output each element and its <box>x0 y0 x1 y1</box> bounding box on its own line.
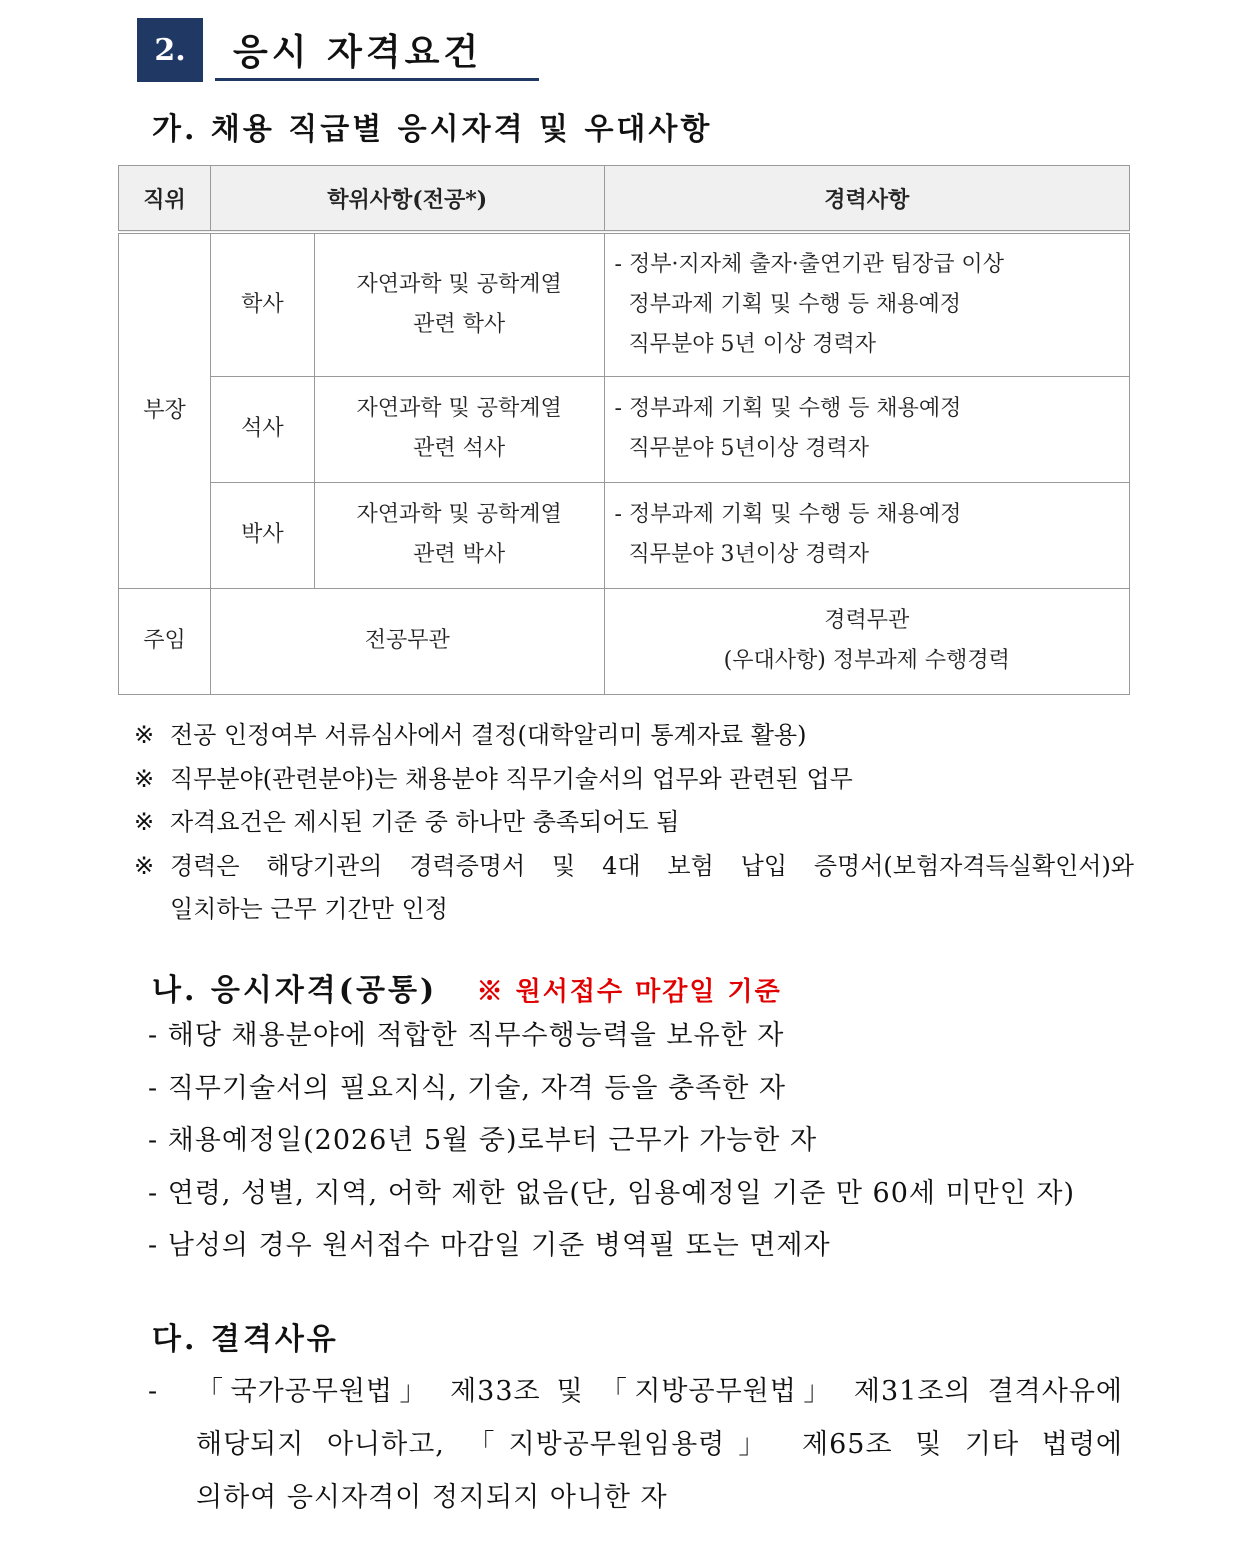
table-row <box>119 482 1130 588</box>
disqualification-item <box>148 1365 1123 1524</box>
disqualification-line: 해당되지 아니하고, 「지방공무원임용령」 제65조 및 기타 법령에 <box>196 1429 1123 1460</box>
qualification-table <box>118 165 1130 695</box>
list-item: - 직무기술서의 필요지식, 기술, 자격 등을 충족한 자 <box>148 1072 787 1104</box>
list-item: - 남성의 경우 원서접수 마감일 기준 병역필 또는 면제자 <box>148 1230 831 1261</box>
experience-line: 정부과제 기획 및 수행 등 채용예정 <box>628 291 962 317</box>
experience-cell <box>604 482 1129 588</box>
table-notes <box>134 714 1134 932</box>
experience-line: - 정부과제 기획 및 수행 등 채용예정 <box>614 502 962 527</box>
position-bujang: 부장 <box>119 232 211 588</box>
major-line: 자연과학 및 공학계열 <box>356 502 562 527</box>
header-degree: 학위사항(전공*) <box>210 166 604 233</box>
subsection-c-title: 다. 결격사유 <box>152 1322 339 1357</box>
major-cell <box>314 482 604 588</box>
note-text: 전공 인정여부 서류심사에서 결정(대학알리미 통계자료 활용) <box>170 721 807 749</box>
table-row <box>119 376 1130 482</box>
note-mark: ※ <box>134 851 155 880</box>
note-text: 경력은 해당기관의 경력증명서 및 4대 보험 납입 증명서(보험자격득실확인서)와 <box>170 851 1134 880</box>
note-mark: ※ <box>134 764 155 793</box>
major-line: 관련 석사 <box>413 436 506 461</box>
list-mark: - <box>148 1376 159 1407</box>
list-item: - 해당 채용분야에 적합한 직무수행능력을 보유한 자 <box>148 1020 785 1051</box>
section-header <box>137 18 539 82</box>
experience-line: 직무분야 5년 이상 경력자 <box>628 331 877 357</box>
common-qualification-list <box>148 1010 1075 1273</box>
experience-line: - 정부·지자체 출자·출연기관 팀장급 이상 <box>614 251 1004 277</box>
subsection-b-title-row <box>152 965 782 1009</box>
degree-cell: 석사 <box>210 376 314 482</box>
note-item <box>134 758 1134 802</box>
experience-cell <box>604 376 1129 482</box>
subsection-a-title: 가. 채용 직급별 응시자격 및 우대사항 <box>152 112 713 147</box>
major-cell <box>314 376 604 482</box>
degree-cell: 전공무관 <box>210 588 604 694</box>
position-juim: 주임 <box>119 588 211 694</box>
experience-cell <box>604 232 1129 376</box>
major-line: 자연과학 및 공학계열 <box>356 271 562 297</box>
section-title: 응시 자격요건 <box>233 32 483 73</box>
major-cell <box>314 232 604 376</box>
note-text: 자격요건은 제시된 기준 중 하나만 충족되어도 됨 <box>170 808 680 836</box>
note-text: 직무분야(관련분야)는 채용분야 직무기술서의 업무와 관련된 업무 <box>170 764 853 793</box>
note-text: 일치하는 근무 기간만 인정 <box>170 895 448 923</box>
note-mark: ※ <box>134 808 155 836</box>
experience-line: - 정부과제 기획 및 수행 등 채용예정 <box>614 396 962 421</box>
experience-line: 직무분야 3년이상 경력자 <box>628 542 870 567</box>
subsection-b-title: 나. 응시자격(공통) <box>152 973 438 1008</box>
note-item <box>134 845 1134 889</box>
experience-cell <box>604 588 1129 694</box>
experience-line: 직무분야 5년이상 경력자 <box>628 436 870 461</box>
header-experience: 경력사항 <box>604 166 1129 233</box>
major-line: 자연과학 및 공학계열 <box>356 396 562 421</box>
major-line: 관련 박사 <box>413 542 506 567</box>
disqualification-line: 의하여 응시자격이 정지되지 아니한 자 <box>196 1482 668 1513</box>
table-row <box>119 232 1130 376</box>
degree-cell: 학사 <box>210 232 314 376</box>
disqualification-text <box>196 1365 1123 1524</box>
note-item <box>134 801 1134 845</box>
table-header-row <box>119 166 1130 233</box>
section-number: 2. <box>137 18 203 82</box>
list-item: - 연령, 성별, 지역, 어학 제한 없음(단, 임용예정일 기준 만 60세 미만인 자) <box>148 1177 1075 1209</box>
note-mark: ※ <box>134 721 155 749</box>
section-title-underline <box>215 78 539 81</box>
degree-cell: 박사 <box>210 482 314 588</box>
table-row <box>119 588 1130 694</box>
list-item: - 채용예정일(2026년 5월 중)로부터 근무가 가능한 자 <box>148 1125 818 1156</box>
disqualification-line: 「국가공무원법」 제33조 및 「지방공무원법」 제31조의 결격사유에 <box>196 1376 1123 1407</box>
subsection-b-note: ※ 원서접수 마감일 기준 <box>476 977 782 1007</box>
experience-line: (우대사항) 정부과제 수행경력 <box>723 648 1010 673</box>
experience-line: 경력무관 <box>824 608 910 633</box>
note-item <box>134 888 1134 932</box>
major-line: 관련 학사 <box>413 311 506 337</box>
note-item <box>134 714 1134 758</box>
header-position: 직위 <box>119 166 211 233</box>
